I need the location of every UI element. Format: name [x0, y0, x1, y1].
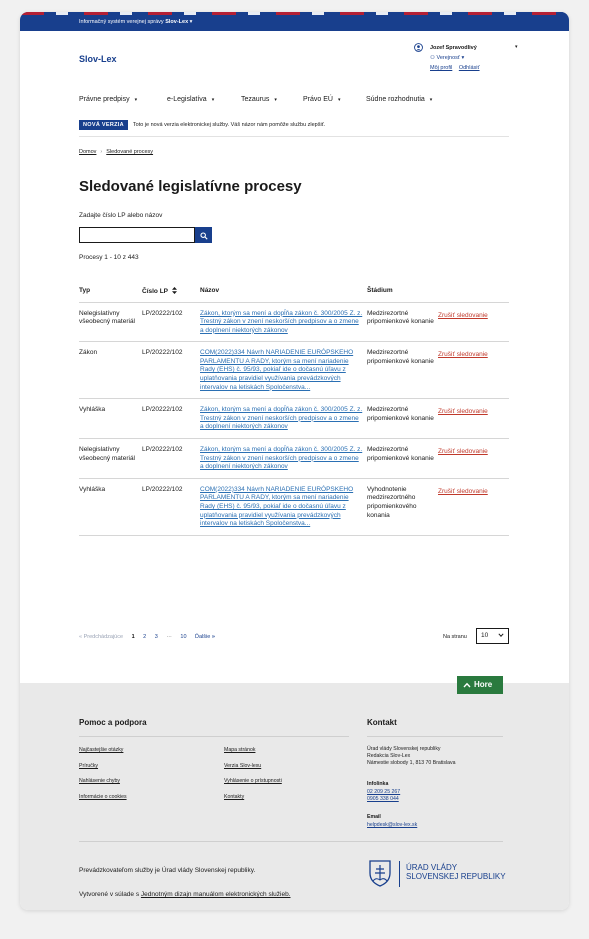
hotline-label: Infolinka — [367, 781, 389, 787]
cell-stage: Vyhodnotenie medzirezortného pripomienkového konania — [367, 478, 438, 535]
brand-logo[interactable]: Slov-Lex — [79, 54, 117, 64]
nav-item-sudne-rozhodnutia[interactable] — [366, 96, 432, 103]
help-heading: Pomoc a podpora — [79, 718, 147, 727]
topbar-system: Slov-Lex — [165, 19, 189, 25]
table-row — [79, 399, 509, 439]
system-switcher[interactable] — [79, 19, 192, 25]
divider — [79, 841, 503, 842]
footer-link-report-bug[interactable]: Nahlásenie chyby — [79, 778, 120, 784]
chevron-down-icon: ▾ — [337, 97, 341, 103]
page-title: Sledované legislatívne procesy — [79, 178, 302, 195]
footer-link-manuals[interactable]: Príručky — [79, 763, 99, 769]
search-label: Zadajte číslo LP alebo názov — [79, 212, 163, 219]
sort-icon — [172, 287, 177, 294]
next-page[interactable] — [195, 634, 215, 640]
footer-link-contacts[interactable]: Kontakty — [224, 794, 245, 800]
process-link[interactable]: Zákon, ktorým sa mení a dopĺňa zákon č. 300/2005 Z. z. Trestný zákon v znení neskorších predpisov a o zmene a doplnení niektorých zákonov — [200, 309, 363, 334]
logo-divider — [399, 861, 400, 887]
nav-item-pravo-eu[interactable] — [303, 96, 340, 103]
unfollow-link[interactable]: Zrušiť sledovanie — [438, 311, 488, 319]
double-chevron-left-icon: « — [79, 634, 83, 640]
contact-heading: Kontakt — [367, 718, 397, 727]
table-header-row — [79, 280, 509, 302]
cell-type: Nelegislatívny všeobecný materiál — [79, 302, 142, 342]
new-version-badge: NOVÁ VERZIA — [79, 120, 128, 130]
chevron-down-icon[interactable]: ▾ — [515, 44, 518, 50]
divider — [79, 136, 509, 137]
divider — [367, 736, 503, 737]
user-icon — [414, 43, 423, 52]
operator-text: Prevádzkovateľom služby je Úrad vlády Slovenskej republiky. — [79, 867, 256, 874]
search-icon — [200, 232, 208, 240]
breadcrumb-home[interactable]: Domov — [79, 149, 97, 155]
column-header-stage: Štádium — [367, 280, 438, 302]
profile-link[interactable]: Môj profil — [430, 65, 453, 71]
gov-topbar — [20, 12, 569, 31]
main-nav — [79, 96, 509, 106]
cell-type: Vyhláška — [79, 399, 142, 439]
phone-link[interactable]: 0905 338 044 — [367, 796, 399, 802]
process-link[interactable]: COM(2022)334 Návrh NARIADENIE EURÓPSKEHO PARLAMENTU A RADY, ktorým sa mení nariadenie Rady (EHS) č. 95/93, pokiaľ ide o dočasnú úľavu z uplatňovania pravidiel využívania prevádzkových intervalov na letiskách Spoločenstva... — [200, 349, 354, 391]
address-line: Redakcia Slov-Lex — [367, 753, 411, 759]
page-link[interactable]: 3 — [154, 634, 158, 640]
user-name[interactable]: Jozef Spravodlivý — [430, 45, 477, 51]
cell-stage: Medzirezortné pripomienkové konanie — [367, 302, 438, 342]
address-line: Námestie slobody 1, 813 70 Bratislava — [367, 760, 456, 766]
logout-link[interactable]: Odhlásiť — [458, 65, 480, 71]
process-link[interactable]: Zákon, ktorým sa mení a dopĺňa zákon č. 300/2005 Z. z. Trestný zákon v znení neskorších predpisov a o zmene a doplnení niektorých zákonov — [200, 446, 363, 471]
column-header-action — [438, 280, 509, 302]
cell-number: LP/20222/102 — [142, 439, 200, 479]
cell-type: Vyhláška — [79, 478, 142, 535]
column-header-number[interactable] — [142, 280, 200, 302]
chevron-down-icon: ▾ — [189, 19, 193, 25]
back-to-top-label: Hore — [474, 680, 493, 689]
contact-address — [367, 746, 456, 767]
cell-stage: Medzirezortné pripomienkové konanie — [367, 342, 438, 399]
page-link[interactable]: 1 — [131, 634, 135, 640]
phone-link[interactable]: 02 209 25 267 — [367, 789, 401, 795]
design-manual-link[interactable]: Jednotným dizajn manuálom elektronických služieb. — [140, 891, 291, 898]
compliance-prefix: Vytvorené v súlade s — [79, 891, 140, 898]
gov-name-line: ÚRAD VLÁDY — [406, 863, 458, 872]
previous-page — [79, 634, 123, 640]
column-header-number-label: Číslo LP — [142, 287, 169, 295]
cell-type: Zákon — [79, 342, 142, 399]
breadcrumb — [79, 149, 153, 155]
pagination-ellipsis: ··· — [166, 634, 172, 640]
cell-number: LP/20222/102 — [142, 478, 200, 535]
table-row — [79, 342, 509, 399]
page-link[interactable]: 2 — [143, 634, 147, 640]
table-row — [79, 439, 509, 479]
breadcrumb-current[interactable]: Sledované procesy — [106, 149, 154, 155]
nav-item-label: Súdne rozhodnutia — [366, 96, 425, 103]
nav-item-tezaurus[interactable] — [241, 96, 277, 103]
nav-item-label: Tezaurus — [241, 96, 270, 103]
table-row — [79, 302, 509, 342]
unfollow-link[interactable]: Zrušiť sledovanie — [438, 448, 488, 456]
chevron-down-icon: ▾ — [134, 97, 138, 103]
search-input[interactable] — [79, 227, 195, 243]
chevron-down-icon: ▾ — [429, 97, 433, 103]
unfollow-link[interactable]: Zrušiť sledovanie — [438, 487, 488, 495]
cell-stage: Medzirezortné pripomienkové konanie — [367, 399, 438, 439]
process-link[interactable]: COM(2022)334 Návrh NARIADENIE EURÓPSKEHO PARLAMENTU A RADY, ktorým sa mení nariadenie Rady (EHS) č. 95/93, pokiaľ ide o dočasnú úľavu z uplatňovania pravidiel využívania prevádzkových intervalov na letiskách Spoločenstva... — [200, 485, 354, 528]
topbar-prefix: Informačný systém verejnej správy — [79, 19, 164, 25]
page-card — [20, 12, 569, 910]
gov-name-line: SLOVENSKEJ REPUBLIKY — [406, 872, 506, 881]
page-link[interactable]: 10 — [180, 634, 187, 640]
back-to-top-button[interactable] — [457, 676, 503, 694]
email-label: Email — [367, 814, 381, 820]
version-banner — [79, 120, 325, 130]
chevron-right-icon: › — [100, 149, 103, 155]
gov-logo-text — [406, 863, 506, 881]
results-count: Procesy 1 - 10 z 443 — [79, 254, 139, 261]
chevron-down-icon: ▾ — [274, 97, 277, 103]
per-page-label: Na stranu — [443, 634, 467, 640]
pagination — [79, 634, 215, 640]
cell-stage: Medzirezortné pripomienkové konanie — [367, 439, 438, 479]
cell-number: LP/20222/102 — [142, 302, 200, 342]
double-chevron-right-icon: » — [211, 634, 215, 640]
column-header-type: Typ — [79, 280, 142, 302]
previous-page-label: Predchádzajúce — [83, 634, 124, 640]
flag-stripe — [20, 12, 569, 15]
processes-table — [79, 280, 509, 536]
per-page-value: 10 — [481, 632, 489, 639]
column-header-name: Názov — [200, 280, 367, 302]
address-line: Úrad vlády Slovenskej republiky — [367, 746, 441, 752]
banner-text: Toto je nová verzia elektronickej služby. Váš názor nám pomôže službu zlepšiť. — [132, 122, 326, 128]
search-button[interactable] — [195, 227, 212, 243]
chevron-up-icon — [463, 682, 471, 688]
next-page-label: Ďalšie — [195, 634, 211, 640]
per-page-select[interactable] — [476, 628, 509, 644]
cell-number: LP/20222/102 — [142, 399, 200, 439]
footer-link-faq[interactable]: Najčastejšie otázky — [79, 747, 124, 753]
nav-item-e-legislativa[interactable] — [167, 96, 214, 103]
compliance-text — [79, 891, 291, 898]
nav-item-label: e-Legislatíva — [167, 96, 207, 103]
nav-item-label: Právne predpisy — [79, 96, 130, 103]
footer-link-sitemap[interactable]: Mapa stránok — [224, 747, 256, 753]
divider — [79, 736, 349, 737]
table-row — [79, 478, 509, 535]
coat-of-arms-icon — [368, 859, 392, 887]
chevron-down-icon: ▾ — [211, 97, 215, 103]
unfollow-link[interactable]: Zrušiť sledovanie — [438, 408, 488, 416]
process-link[interactable]: Zákon, ktorým sa mení a dopĺňa zákon č. 300/2005 Z. z. Trestný zákon v znení neskorších predpisov a o zmene a doplnení niektorých zákonov — [200, 406, 363, 431]
user-role[interactable]: ⚇ Verejnosť ▾ — [430, 55, 465, 61]
nav-item-pravne-predpisy[interactable] — [79, 96, 137, 103]
footer-link-cookies[interactable]: Informácie o cookies — [79, 794, 127, 800]
nav-item-label: Právo EÚ — [303, 96, 333, 103]
chevron-down-icon — [498, 632, 504, 638]
user-role-label: Verejnosť — [436, 55, 460, 61]
footer-link-accessibility[interactable]: Vyhlásenie o prístupnosti — [224, 778, 282, 784]
role-icon: ⚇ — [430, 55, 437, 61]
email-link[interactable]: helpdesk@slov-lex.sk — [367, 822, 418, 828]
footer-link-version[interactable]: Verzia Slov-lexu — [224, 763, 262, 769]
cell-type: Nelegislatívny všeobecný materiál — [79, 439, 142, 479]
footer — [20, 680, 569, 910]
unfollow-link[interactable]: Zrušiť sledovanie — [438, 351, 488, 359]
cell-number: LP/20222/102 — [142, 342, 200, 399]
